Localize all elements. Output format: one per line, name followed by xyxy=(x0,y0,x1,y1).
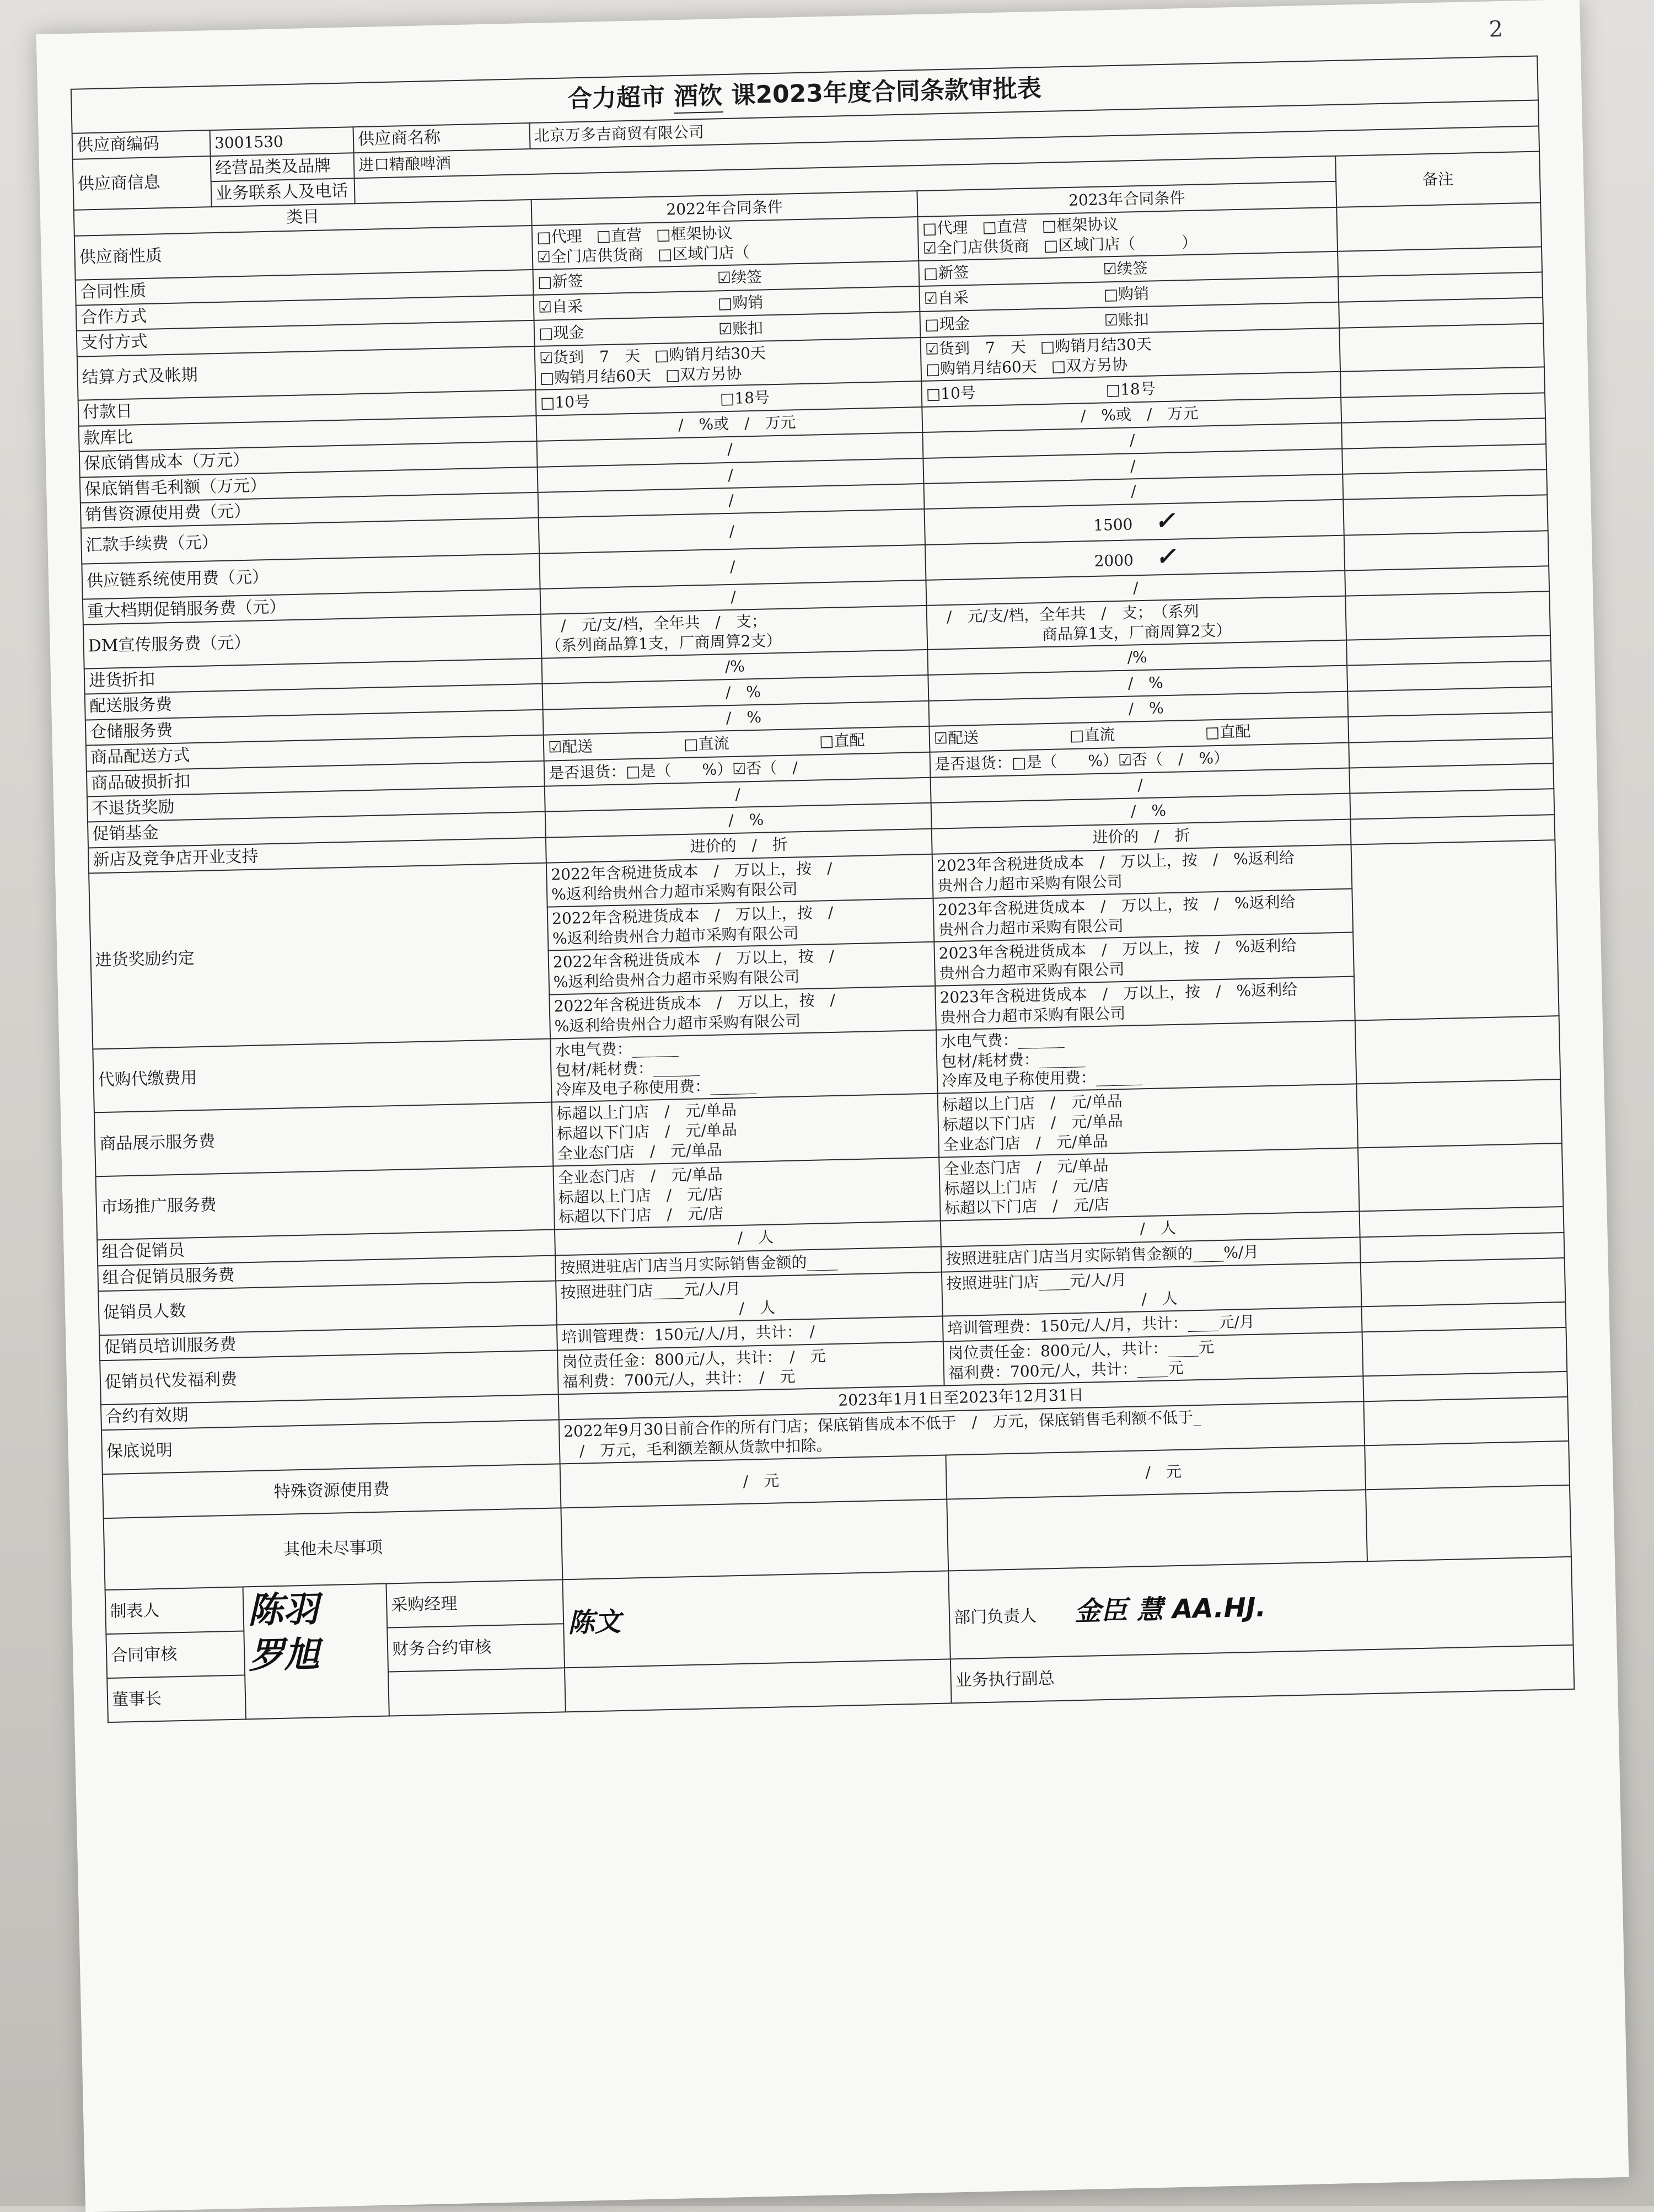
rows-agency_fee-c2023-1: 包材/耗材费：______ xyxy=(941,1049,1086,1071)
rows-stock_ratio-c2022: / %或 / 万元 xyxy=(536,407,922,441)
remark-header: 备注 xyxy=(1335,152,1540,207)
rows-delivery_fee-c2022: / % xyxy=(543,675,929,709)
rows-resource_fee-c2022: / xyxy=(538,484,925,518)
title-suffix: 课2023年度合同条款审批表 xyxy=(731,74,1042,110)
rows-payday-c2022-0: □10号 xyxy=(540,392,590,412)
rows-promo_fee-c2023: / xyxy=(926,571,1345,606)
rows-marketing_fee-c2022-2: 标超以下门店 / 元/店 xyxy=(559,1204,724,1226)
rows-no_return-c2022: / xyxy=(545,778,931,812)
rows-agency_fee-c2023-0: 水电气费：______ xyxy=(941,1030,1065,1051)
rows-combo_fee-c2023: 按照进驻店门店当月实际销售金额的____%/月 xyxy=(941,1237,1361,1272)
rows-marketing_fee-c2023-1: 标超以上门店 / 元/店 xyxy=(944,1176,1109,1198)
rows-promo_fund-c2022: / % xyxy=(545,803,932,837)
rows-rebate-label: 进货奖励约定 xyxy=(89,863,550,1049)
rows-training_fee-label: 促销员培训服务费 xyxy=(99,1325,557,1361)
rows-rebate-c2023-1-l2: 贵州合力超市采购有限公司 xyxy=(938,916,1124,939)
rows-coop-c2022-0: ☑自采 xyxy=(538,297,583,317)
signatures-chair_label: 董事长 xyxy=(107,1675,246,1722)
supplier-category_label: 经营品类及品牌 xyxy=(211,153,355,181)
rows-contract-label: 合同性质 xyxy=(76,269,534,305)
rows-pay-c2022-1: ☑账扣 xyxy=(718,319,764,338)
validity-period: 2023年1月1日至2023年12月31日 xyxy=(559,1376,1364,1420)
rows-rebate-c2022-0-l1: 2022年含税进货成本 / 万以上，按 / xyxy=(550,859,833,884)
rows-display_fee-label: 商品展示服务费 xyxy=(94,1102,553,1176)
rows-combo_staff-label: 组合促销员 xyxy=(97,1230,555,1266)
rows-coop-c2023-0: ☑自采 xyxy=(923,288,969,308)
rows-other-label: 其他未尽事项 xyxy=(104,1508,563,1590)
rows-delivery_mode-c2023-0: ☑配送 xyxy=(933,729,979,748)
rows-dm_fee-c2023-l1: / 元/支/档，全年共 / 支； （系列 xyxy=(931,602,1199,627)
rows-rebate-c2023-2-l2: 贵州合力超市采购有限公司 xyxy=(939,960,1125,983)
supplier-type_label: 类目 xyxy=(74,200,532,235)
rows-contract-c2022-1: ☑续签 xyxy=(717,267,762,287)
rows-promo_fund-label: 促销基金 xyxy=(88,812,546,848)
rows-delivery_mode-c2023-2: □直配 xyxy=(1205,722,1251,742)
rows-staff_count-c2023-1: / 人 xyxy=(1126,1289,1178,1309)
rows-storage_fee-c2022: / % xyxy=(543,701,930,735)
approval-form-page xyxy=(36,0,1629,2212)
rows-remit_fee-c2022: / xyxy=(539,509,925,553)
rows-delivery_fee-c2023: / % xyxy=(928,666,1347,701)
rows-settle-label: 结算方式及帐期 xyxy=(77,346,536,400)
rows-marketing_fee-label: 市场推广服务费 xyxy=(96,1166,555,1240)
rows-no_return-c2023: / xyxy=(931,768,1350,804)
rows-staff_count-label: 促销员人数 xyxy=(98,1281,557,1335)
rows-contract-c2023-1: ☑续签 xyxy=(1103,259,1148,278)
rows-agency_fee-c2022-2: 冷库及电子称使用费：______ xyxy=(555,1076,757,1099)
rows-guar_cost-label: 保底销售成本（万元） xyxy=(79,441,538,477)
rows-purchase_discount-c2023: /% xyxy=(927,640,1347,676)
rows-rebate-c2023-0-l2: 贵州合力超市采购有限公司 xyxy=(937,872,1123,895)
rows-guarantee_note-l2: / 万元，毛利额差额从货款中扣除。 xyxy=(563,1436,832,1461)
rows-contract-c2022-0: □新签 xyxy=(537,271,583,291)
rows-rebate-c2022-1-l2: %返利给贵州合力超市采购有限公司 xyxy=(552,923,799,948)
rows-storage_fee-label: 仓储服务费 xyxy=(85,710,544,746)
supplier-code: 3001530 xyxy=(210,127,354,156)
rows-welfare-c2023-0: 岗位责任金：800元/人，共计：____元 xyxy=(947,1338,1215,1363)
page-number: 2 xyxy=(1489,16,1503,42)
signatures-finance_label: 财务合约审核 xyxy=(387,1624,565,1672)
rows-rebate-c2022-3-l2: %返利给贵州合力超市采购有限公司 xyxy=(554,1011,801,1036)
rows-rebate-c2023-2-l1: 2023年含税进货成本 / 万以上，按 / %返利给 xyxy=(938,936,1297,963)
rows-settle-c2023-l2-0: □购销月结60天 xyxy=(925,357,1038,378)
rows-payday-c2022-1: □18号 xyxy=(719,388,770,408)
rows-combo_fee-c2022: 按照进驻店门店当月实际销售金额的____ xyxy=(555,1246,942,1281)
rows-guar_margin-label: 保底销售毛利额（万元） xyxy=(80,467,538,502)
rows-settle-c2022-l1-1: □购销月结30天 xyxy=(654,344,766,365)
rows-rebate-c2023-3-l2: 贵州合力超市采购有限公司 xyxy=(940,1004,1126,1027)
rows-guarantee_note-label: 保底说明 xyxy=(101,1420,560,1474)
rows-nature-c2023-l1-1: □直营 xyxy=(982,217,1028,237)
title-dept: 酒饮 xyxy=(673,81,723,114)
rows-delivery_mode-label: 商品配送方式 xyxy=(86,735,544,771)
rows-promo_fund-c2023: / % xyxy=(931,794,1351,829)
rows-rebate-c2022-0-l2: %返利给贵州合力超市采购有限公司 xyxy=(551,880,798,904)
rows-delivery_mode-c2023-1: □直流 xyxy=(1069,725,1115,745)
buyer-manager-signature: 陈文 xyxy=(567,1606,621,1639)
rows-nature-c2022-l1-0: □代理 xyxy=(536,227,582,247)
rows-settle-c2022-l1-0: ☑货到 7 天 xyxy=(539,346,641,367)
rows-promo_fee-c2022: / xyxy=(540,580,927,614)
rows-rebate-c2022-1-l1: 2022年含税进货成本 / 万以上，按 / xyxy=(551,903,834,928)
title-prefix: 合力超市 xyxy=(567,83,665,114)
rows-settle-c2022-l2-0: □购销月结60天 xyxy=(539,366,652,387)
rows-remit_fee-label: 汇款手续费（元） xyxy=(81,518,539,564)
rows-display_fee-c2023-0: 标超以上门店 / 元/单品 xyxy=(942,1092,1123,1115)
rows-payday-label: 付款日 xyxy=(78,390,536,426)
rows-new_store-label: 新店及竞争店开业支持 xyxy=(88,837,546,873)
rows-nature-c2022-l2-0: ☑全门店供货商 xyxy=(536,245,644,266)
rows-no_return-label: 不退货奖励 xyxy=(87,786,545,822)
rows-display_fee-c2022-1: 标超以下门店 / 元/单品 xyxy=(556,1120,738,1143)
rows-rebate-c2023-3-l1: 2023年含税进货成本 / 万以上，按 / %返利给 xyxy=(939,980,1298,1007)
handwritten-check-mark: ✓ xyxy=(1155,542,1177,571)
rows-combo_staff-c2022: / 人 xyxy=(555,1221,941,1255)
rows-storage_fee-c2023: / % xyxy=(928,691,1348,726)
rows-coop-c2022-1: □购销 xyxy=(717,293,764,313)
signatures-buyer_mgr_label: 采购经理 xyxy=(386,1579,563,1627)
rows-pay-c2022-0: □现金 xyxy=(538,323,584,342)
rows-delivery_mode-c2022-0: ☑配送 xyxy=(547,737,593,757)
rows-special_fee-label: 特殊资源使用费 xyxy=(103,1464,561,1518)
supplier-info_label: 供应商信息 xyxy=(73,156,212,210)
supplier-name: 北京万多吉商贸有限公司 xyxy=(529,100,1539,149)
rows-payday-c2023-0: □10号 xyxy=(926,383,976,403)
rows-rebate-c2023-0-l1: 2023年含税进货成本 / 万以上，按 / %返利给 xyxy=(936,848,1295,875)
rows-pay-label: 支付方式 xyxy=(77,320,535,356)
rows-dm_fee-c2022-l2: （系列商品算1支，厂商周算2支） xyxy=(545,631,782,655)
header-2022: 2022年合同条件 xyxy=(531,191,918,226)
dept-head-signature: 金臣 慧 AA.HJ. xyxy=(1074,1592,1266,1627)
rows-guar_cost-c2023: / xyxy=(922,423,1342,458)
rows-nature-label: 供应商性质 xyxy=(74,226,533,280)
rows-coop-c2023-1: □购销 xyxy=(1103,284,1150,304)
rows-resource_fee-label: 销售资源使用费（元） xyxy=(80,492,539,528)
rows-purchase_discount-label: 进货折扣 xyxy=(84,658,543,694)
rows-nature-c2023-l2-1: □区域门店（ ） xyxy=(1043,233,1197,255)
header-2023: 2023年合同条件 xyxy=(917,181,1336,217)
rows-staff_count-c2023-0: 按照进驻门店____元/人/月 xyxy=(946,1270,1127,1293)
rows-marketing_fee-c2023-0: 全业态门店 / 元/单品 xyxy=(943,1156,1109,1179)
rows-delivery_fee-label: 配送服务费 xyxy=(85,684,543,720)
rows-rebate-c2023-1-l1: 2023年含税进货成本 / 万以上，按 / %返利给 xyxy=(937,892,1296,919)
rows-welfare-c2022-1: 福利费：700元/人，共计： / 元 xyxy=(562,1367,796,1391)
rows-scm_fee-c2022: / xyxy=(539,545,926,589)
rows-delivery_mode-c2022-2: □直配 xyxy=(819,731,865,751)
rows-scm_fee-label: 供应链系统使用费（元） xyxy=(82,553,540,599)
rows-new_store-c2023: 进价的 / 折 xyxy=(932,819,1351,854)
rows-purchase_discount-c2022: /% xyxy=(541,650,928,684)
supplier-name_label: 供应商名称 xyxy=(353,123,530,153)
rows-nature-c2022-l2-1: □区域门店（ xyxy=(657,243,750,264)
supplier-contact_label: 业务联系人及电话 xyxy=(211,178,355,207)
rows-resource_fee-c2023: / xyxy=(923,474,1343,510)
rows-combo_fee-label: 组合促销员服务费 xyxy=(98,1255,556,1291)
rows-settle-c2022-l2-1: □双方另协 xyxy=(665,363,742,384)
rows-dm_fee-label: DM宣传服务费（元） xyxy=(83,614,542,668)
rows-training_fee-c2022: 培训管理费：150元/人/月，共计： / xyxy=(557,1316,943,1350)
rows-nature-c2023-l1-2: □框架协议 xyxy=(1041,215,1119,235)
rows-damage-c2022: 是否退货：□是（ %）☑否（ / xyxy=(544,752,931,786)
rows-guar_margin-c2023: / xyxy=(923,448,1342,484)
rows-rebate-c2022-3-l1: 2022年含税进货成本 / 万以上，按 / xyxy=(554,990,836,1016)
review-signature: 罗旭 xyxy=(248,1634,320,1677)
rows-pay-c2023-1: ☑账扣 xyxy=(1104,310,1150,330)
rows-rebate-c2022-2-l2: %返利给贵州合力超市采购有限公司 xyxy=(553,967,800,992)
rows-stock_ratio-label: 款库比 xyxy=(79,416,537,452)
signatures-dept_head_label: 部门负责人 xyxy=(953,1606,1037,1628)
handwritten-check-mark: ✓ xyxy=(1154,506,1175,535)
maker-signature: 陈羽 xyxy=(247,1589,319,1632)
rows-marketing_fee-c2022-0: 全业态门店 / 元/单品 xyxy=(557,1165,723,1187)
rows-special_fee-c2022: / 元 xyxy=(560,1455,947,1508)
rows-promo_fee-label: 重大档期促销服务费（元） xyxy=(83,589,541,625)
rows-agency_fee-c2022-1: 包材/耗材费：______ xyxy=(555,1058,700,1079)
remit-fee-value: 1500 xyxy=(1093,515,1133,535)
rows-validity-label: 合约有效期 xyxy=(101,1394,559,1430)
rows-damage-c2023: 是否退货：□是（ %）☑否（ / %） xyxy=(930,742,1349,778)
rows-guar_margin-c2022: / xyxy=(538,458,924,492)
rows-special_fee-c2023: / 元 xyxy=(946,1445,1366,1499)
rows-agency_fee-label: 代购代缴费用 xyxy=(93,1038,551,1112)
rows-display_fee-c2022-0: 标超以上门店 / 元/单品 xyxy=(556,1101,737,1123)
rows-nature-c2022-l1-2: □框架协议 xyxy=(656,223,733,244)
rows-welfare-c2023-1: 福利费：700元/人，共计：____元 xyxy=(948,1358,1184,1383)
rows-pay-c2023-0: □现金 xyxy=(924,314,970,334)
rows-payday-c2023-1: □18号 xyxy=(1105,379,1156,399)
rows-marketing_fee-c2023-2: 标超以下门店 / 元/店 xyxy=(944,1196,1110,1218)
rows-nature-c2022-l1-1: □直营 xyxy=(596,226,642,245)
rows-guarantee_note-l1: 2022年9月30日前合作的所有门店；保底销售成本不低于 / 万元，保底销售毛利额不低于_ xyxy=(563,1408,1201,1441)
rows-display_fee-c2023-2: 全业态门店 / 元/单品 xyxy=(943,1132,1108,1154)
rows-combo_staff-c2023: / 人 xyxy=(941,1212,1360,1247)
rows-coop-label: 合作方式 xyxy=(76,295,534,331)
rows-dm_fee-c2023-l2: 商品算1支，厂商周算2支） xyxy=(1041,621,1232,644)
rows-display_fee-c2023-1: 标超以下门店 / 元/单品 xyxy=(942,1112,1124,1134)
rows-contract-c2023-0: □新签 xyxy=(923,263,969,282)
scm-fee-value: 2000 xyxy=(1094,550,1134,570)
rows-staff_count-c2022-1: / 人 xyxy=(723,1298,776,1318)
rows-stock_ratio-c2023: / %或 / 万元 xyxy=(922,397,1341,432)
rows-dm_fee-c2022-l1: / 元/支/档，全年共 / 支； xyxy=(545,612,767,635)
rows-display_fee-c2022-2: 全业态门店 / 元/单品 xyxy=(557,1140,723,1163)
rows-rebate-c2022-2-l1: 2022年含税进货成本 / 万以上，按 / xyxy=(552,947,835,972)
supplier-category: 进口精酿啤酒 xyxy=(354,126,1540,178)
signatures-review_label: 合同审核 xyxy=(106,1631,245,1678)
rows-damage-label: 商品破损折扣 xyxy=(87,760,545,796)
rows-nature-c2023-l2-0: ☑全门店供货商 xyxy=(922,237,1030,258)
rows-training_fee-c2023: 培训管理费：150元/人/月，共计：____元/月 xyxy=(943,1306,1362,1342)
rows-nature-c2023-l1-0: □代理 xyxy=(922,218,968,238)
rows-welfare-c2022-0: 岗位责任金：800元/人，共计： / 元 xyxy=(562,1347,826,1372)
rows-delivery_mode-c2022-1: □直流 xyxy=(683,734,729,754)
rows-agency_fee-c2022-0: 水电气费：______ xyxy=(555,1038,679,1060)
rows-agency_fee-c2023-2: 冷库及电子称使用费：______ xyxy=(941,1067,1143,1090)
rows-marketing_fee-c2022-1: 标超以上门店 / 元/店 xyxy=(558,1185,723,1207)
signatures-vp_label: 业务执行副总 xyxy=(950,1645,1575,1703)
signatures-maker_label: 制表人 xyxy=(105,1587,244,1634)
rows-staff_count-c2022-0: 按照进驻门店____元/人/月 xyxy=(560,1279,741,1302)
rows-welfare-label: 促销员代发福利费 xyxy=(100,1350,559,1404)
rows-settle-c2023-l1-0: ☑货到 7 天 xyxy=(925,338,1027,358)
supplier-code_label: 供应商编码 xyxy=(72,130,211,159)
rows-settle-c2023-l2-1: □双方另协 xyxy=(1051,355,1128,376)
rows-settle-c2023-l1-1: □购销月结30天 xyxy=(1040,335,1152,356)
rows-new_store-c2022: 进价的 / 折 xyxy=(546,829,932,863)
contract-approval-table xyxy=(71,55,1575,1722)
rows-guar_cost-c2022: / xyxy=(537,432,923,467)
